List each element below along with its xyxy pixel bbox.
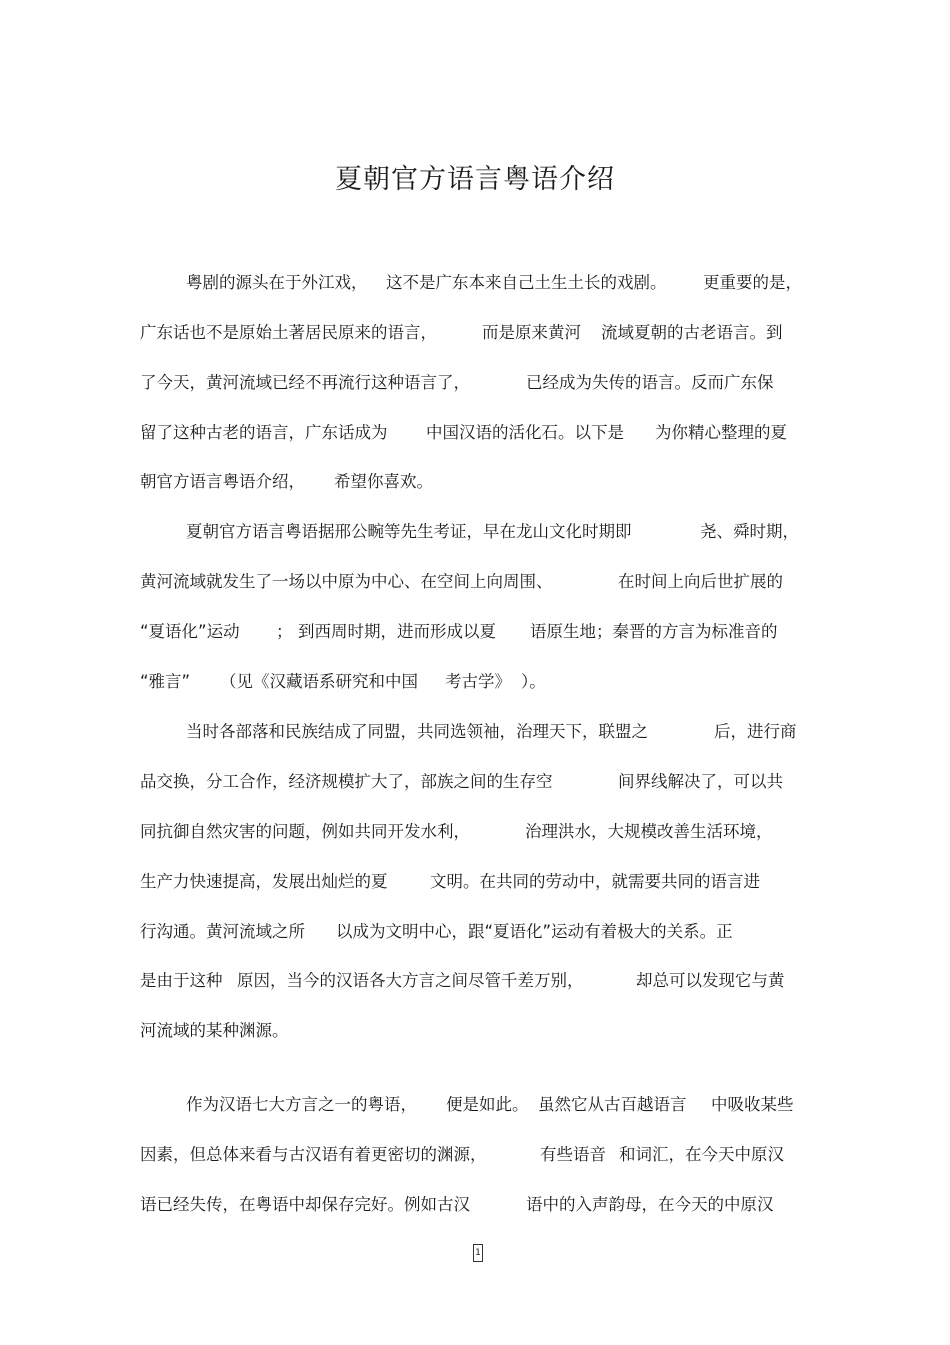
text-segment: 是由于这种 <box>140 971 223 990</box>
text-segment: 到西周时期，进而形成以夏 <box>298 622 496 641</box>
text-segment: 中吸收某些 <box>711 1095 794 1114</box>
text-segment: ）。 <box>521 672 546 691</box>
page-number: 1 <box>473 1244 483 1262</box>
text-segment: 粤剧的源头在于外江戏， <box>186 273 368 292</box>
text-segment: 流域夏朝的古老语言。到 <box>601 323 783 342</box>
text-segment: （见《汉藏语系研究和中国 <box>220 672 418 691</box>
text-segment: 广东话也不是原始土著居民原来的语言， <box>140 323 437 342</box>
text-segment: 在时间上向后世扩展的 <box>618 572 783 591</box>
text-segment: 中国汉语的活化石。以下是 <box>426 423 624 442</box>
text-segment: 已经成为失传的语言。反而广东保 <box>526 373 774 392</box>
text-segment: 却总可以发现它与黄 <box>636 971 785 990</box>
text-segment: 考古学》 <box>445 672 511 691</box>
text-segment: “雅言” <box>140 672 191 691</box>
text-segment: 因素，但总体来看与古汉语有着更密切的渊源， <box>140 1145 487 1164</box>
text-segment: 虽然它从古百越语言 <box>538 1095 687 1114</box>
text-segment: 朝官方语言粤语介绍， <box>140 472 305 491</box>
text-segment: 语已经失传，在粤语中却保存完好。例如古汉 <box>140 1195 470 1214</box>
text-segment: 尧、舜时期， <box>700 522 799 541</box>
text-segment: “夏语化”运动 <box>140 622 240 641</box>
text-segment: 后，进行商 <box>714 722 797 741</box>
text-segment: 治理洪水，大规模改善生活环境， <box>525 822 773 841</box>
text-segment: 间界线解决了，可以共 <box>618 772 783 791</box>
text-segment: 希望你喜欢。 <box>334 472 433 491</box>
text-segment: 作为汉语七大方言之一的粤语， <box>186 1095 417 1114</box>
text-segment: 文明。在共同的劳动中，就需要共同的语言进 <box>430 872 760 891</box>
text-segment: 为你精心整理的夏 <box>655 423 787 442</box>
text-segment: 河流域的某种渊源。 <box>140 1021 289 1040</box>
text-segment: 更重要的是， <box>703 273 802 292</box>
text-segment: 便是如此。 <box>446 1095 529 1114</box>
text-segment: 有些语音 <box>540 1145 606 1164</box>
text-segment: 原因，当今的汉语各大方言之间尽管千差万别， <box>237 971 584 990</box>
document-title: 夏朝官方语言粤语介绍 <box>335 164 615 195</box>
text-segment: 夏朝官方语言粤语据邢公畹等先生考证，早在龙山文化时期即 <box>186 522 632 541</box>
text-segment: 了今天，黄河流域已经不再流行这种语言了， <box>140 373 470 392</box>
text-segment: 黄河流域就发生了一场以中原为中心、在空间上向周围、 <box>140 572 553 591</box>
text-segment: 以成为文明中心，跟“夏语化”运动有着极大的关系。正 <box>336 922 733 941</box>
text-segment: 当时各部落和民族结成了同盟，共同选领袖，治理天下，联盟之 <box>186 722 648 741</box>
text-segment: 语原生地；秦晋的方言为标准音的 <box>530 622 778 641</box>
text-segment: 同抗御自然灾害的问题，例如共同开发水利， <box>140 822 470 841</box>
text-segment: 品交换，分工合作，经济规模扩大了，部族之间的生存空 <box>140 772 553 791</box>
text-segment: 行沟通。黄河流域之所 <box>140 922 305 941</box>
text-segment: ； <box>276 622 293 641</box>
text-segment: 生产力快速提高，发展出灿烂的夏 <box>140 872 388 891</box>
text-segment: 语中的入声韵母，在今天的中原汉 <box>526 1195 774 1214</box>
text-segment: 留了这种古老的语言，广东话成为 <box>140 423 388 442</box>
text-segment: 而是原来黄河 <box>482 323 581 342</box>
text-segment: 这不是广东本来自己土生土长的戏剧。 <box>386 273 667 292</box>
text-segment: 和词汇，在今天中原汉 <box>619 1145 784 1164</box>
